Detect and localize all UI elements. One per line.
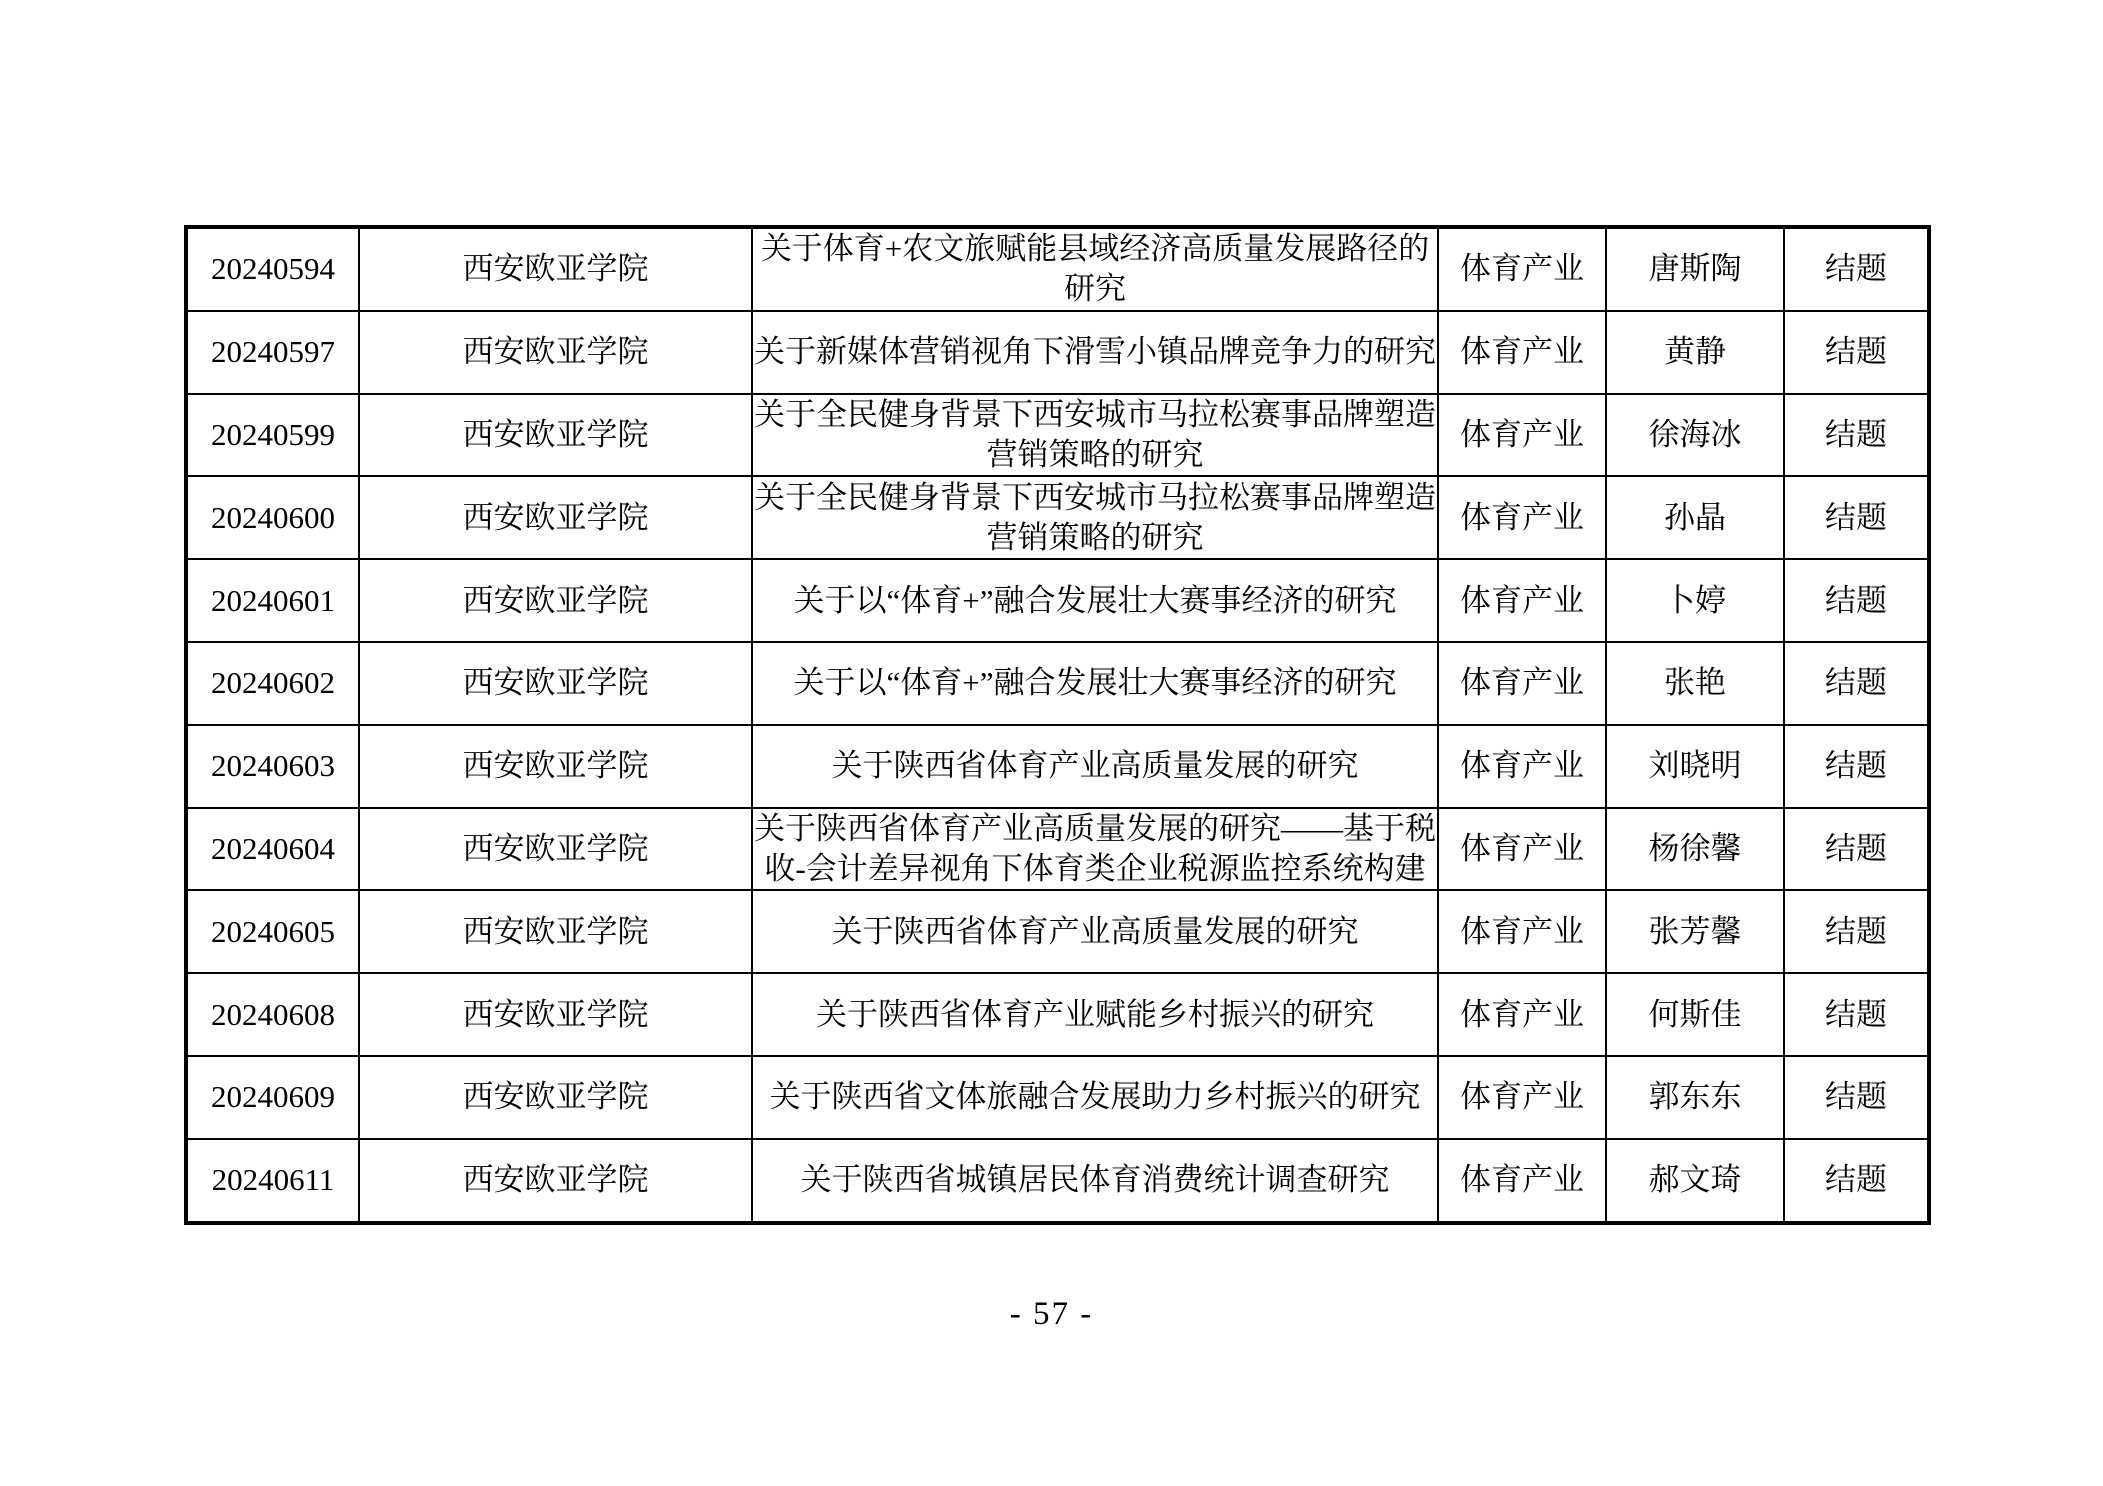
cell-leader: 孙晶 xyxy=(1606,476,1784,559)
cell-leader: 张艳 xyxy=(1606,642,1784,725)
cell-institution: 西安欧亚学院 xyxy=(359,642,752,725)
cell-category: 体育产业 xyxy=(1438,973,1606,1056)
cell-project-id: 20240604 xyxy=(186,808,359,891)
cell-institution: 西安欧亚学院 xyxy=(359,1139,752,1223)
cell-project-id: 20240599 xyxy=(186,394,359,477)
table-row xyxy=(186,394,1929,477)
cell-leader: 唐斯陶 xyxy=(1606,227,1784,311)
table-row xyxy=(186,973,1929,1056)
cell-project-id: 20240605 xyxy=(186,890,359,973)
cell-status: 结题 xyxy=(1784,311,1929,394)
cell-status: 结题 xyxy=(1784,642,1929,725)
cell-project-id: 20240609 xyxy=(186,1056,359,1139)
cell-status: 结题 xyxy=(1784,1139,1929,1223)
table-row xyxy=(186,227,1929,311)
cell-project-title: 关于陕西省体育产业高质量发展的研究——基于税收-会计差异视角下体育类企业税源监控系统构建 xyxy=(752,808,1438,891)
cell-project-id: 20240602 xyxy=(186,642,359,725)
table-row xyxy=(186,808,1929,891)
cell-project-title: 关于以“体育+”融合发展壮大赛事经济的研究 xyxy=(752,642,1438,725)
cell-category: 体育产业 xyxy=(1438,725,1606,808)
table-row xyxy=(186,1139,1929,1223)
cell-leader: 张芳馨 xyxy=(1606,890,1784,973)
cell-institution: 西安欧亚学院 xyxy=(359,394,752,477)
table-row xyxy=(186,1056,1929,1139)
cell-leader: 黄静 xyxy=(1606,311,1784,394)
cell-status: 结题 xyxy=(1784,973,1929,1056)
cell-project-title: 关于陕西省文体旅融合发展助力乡村振兴的研究 xyxy=(752,1056,1438,1139)
projects-table-body xyxy=(186,227,1929,1223)
cell-project-id: 20240603 xyxy=(186,725,359,808)
cell-institution: 西安欧亚学院 xyxy=(359,227,752,311)
cell-project-title: 关于全民健身背景下西安城市马拉松赛事品牌塑造营销策略的研究 xyxy=(752,476,1438,559)
cell-leader: 卜婷 xyxy=(1606,559,1784,642)
cell-project-title: 关于新媒体营销视角下滑雪小镇品牌竞争力的研究 xyxy=(752,311,1438,394)
table-row xyxy=(186,311,1929,394)
cell-institution: 西安欧亚学院 xyxy=(359,973,752,1056)
cell-institution: 西安欧亚学院 xyxy=(359,890,752,973)
table-row xyxy=(186,559,1929,642)
cell-project-title: 关于体育+农文旅赋能县域经济高质量发展路径的研究 xyxy=(752,227,1438,311)
cell-category: 体育产业 xyxy=(1438,394,1606,477)
cell-status: 结题 xyxy=(1784,808,1929,891)
cell-leader: 刘晓明 xyxy=(1606,725,1784,808)
cell-category: 体育产业 xyxy=(1438,227,1606,311)
cell-category: 体育产业 xyxy=(1438,808,1606,891)
projects-table xyxy=(184,225,1931,1225)
cell-project-id: 20240600 xyxy=(186,476,359,559)
cell-institution: 西安欧亚学院 xyxy=(359,1056,752,1139)
cell-project-id: 20240601 xyxy=(186,559,359,642)
cell-status: 结题 xyxy=(1784,890,1929,973)
cell-category: 体育产业 xyxy=(1438,476,1606,559)
cell-project-id: 20240608 xyxy=(186,973,359,1056)
cell-status: 结题 xyxy=(1784,227,1929,311)
cell-project-id: 20240597 xyxy=(186,311,359,394)
cell-status: 结题 xyxy=(1784,1056,1929,1139)
cell-institution: 西安欧亚学院 xyxy=(359,476,752,559)
cell-leader: 何斯佳 xyxy=(1606,973,1784,1056)
cell-project-title: 关于陕西省体育产业高质量发展的研究 xyxy=(752,890,1438,973)
cell-leader: 郝文琦 xyxy=(1606,1139,1784,1223)
cell-status: 结题 xyxy=(1784,725,1929,808)
cell-category: 体育产业 xyxy=(1438,559,1606,642)
cell-project-title: 关于陕西省城镇居民体育消费统计调查研究 xyxy=(752,1139,1438,1223)
cell-project-id: 20240611 xyxy=(186,1139,359,1223)
cell-leader: 郭东东 xyxy=(1606,1056,1784,1139)
cell-project-title: 关于陕西省体育产业赋能乡村振兴的研究 xyxy=(752,973,1438,1056)
cell-category: 体育产业 xyxy=(1438,1056,1606,1139)
cell-status: 结题 xyxy=(1784,476,1929,559)
cell-institution: 西安欧亚学院 xyxy=(359,808,752,891)
table-row xyxy=(186,890,1929,973)
cell-project-title: 关于全民健身背景下西安城市马拉松赛事品牌塑造营销策略的研究 xyxy=(752,394,1438,477)
cell-leader: 徐海冰 xyxy=(1606,394,1784,477)
cell-institution: 西安欧亚学院 xyxy=(359,559,752,642)
cell-institution: 西安欧亚学院 xyxy=(359,311,752,394)
page-number: - 57 - xyxy=(1009,1296,1094,1332)
table-row xyxy=(186,725,1929,808)
table-row xyxy=(186,642,1929,725)
cell-status: 结题 xyxy=(1784,394,1929,477)
cell-institution: 西安欧亚学院 xyxy=(359,725,752,808)
cell-category: 体育产业 xyxy=(1438,890,1606,973)
cell-project-title: 关于以“体育+”融合发展壮大赛事经济的研究 xyxy=(752,559,1438,642)
cell-project-id: 20240594 xyxy=(186,227,359,311)
table-row xyxy=(186,476,1929,559)
cell-category: 体育产业 xyxy=(1438,1139,1606,1223)
cell-leader: 杨徐馨 xyxy=(1606,808,1784,891)
cell-status: 结题 xyxy=(1784,559,1929,642)
cell-project-title: 关于陕西省体育产业高质量发展的研究 xyxy=(752,725,1438,808)
cell-category: 体育产业 xyxy=(1438,311,1606,394)
cell-category: 体育产业 xyxy=(1438,642,1606,725)
